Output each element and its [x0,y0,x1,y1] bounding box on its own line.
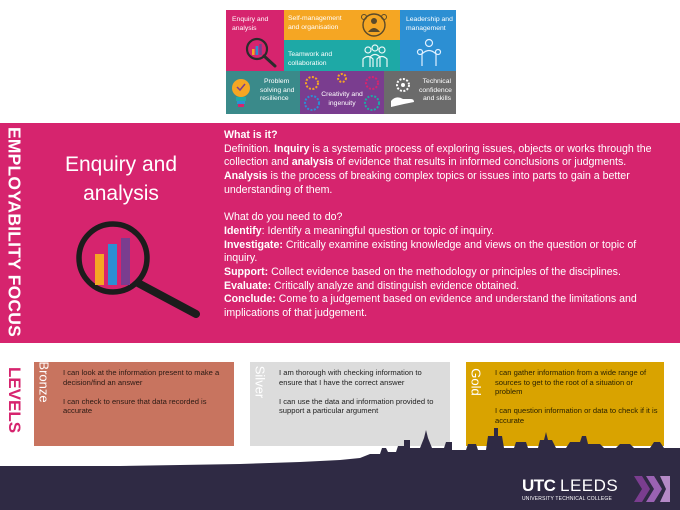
step-evaluate: Evaluate: Critically analyze and distinguish evidence obtained. [224,279,520,292]
magnifier-chart-icon [244,36,278,68]
logo-mark-icon [632,474,672,504]
employability-focus-label: EMPLOYABILITY FOCUS [4,127,25,337]
tile-teamwork-label: Teamwork and collaboration [288,51,333,67]
tile-leadership[interactable] [400,10,456,71]
team-icon [360,43,390,70]
level-bronze-name: Bronze [36,361,52,403]
page-title: Enquiry and analysis [64,153,178,205]
tile-leadership-label: Leadership and management [406,16,453,32]
tile-enquiry[interactable] [226,10,284,71]
step-conclude: Conclude: Come to a judgement based on evidence and understand the limitations and implications of that judgement. [224,293,637,320]
tile-problem-solving-label: Problem solving and resilience [260,78,295,103]
tile-creativity-label: Creativity and ingenuity [321,91,363,107]
leader-icon [416,38,442,68]
step-support: Support: Collect evidence based on the methodology or principles of the disciplines. [224,266,621,279]
tile-technical[interactable] [384,71,456,114]
lightbulb-icon [229,75,253,111]
todo-heading: What do you need to do? [224,211,343,224]
tile-enquiry-label: Enquiry and analysis [232,16,269,32]
skyline-icon [0,418,680,468]
skills-tiles [226,10,456,114]
what-heading: What is it? [224,129,278,141]
utc-leeds-logo[interactable]: UTC LEEDS UNIVERSITY TECHNICAL COLLEGE [518,474,674,504]
step-identify: Identify: Identify a meaningful question or topic of inquiry. [224,224,495,237]
magnifier-chart-icon [70,214,206,318]
level-gold-text: I can gather information from a wide range of sources to get to the root of a situation or problem I can question information or data to check if it is accurate [495,368,658,425]
level-silver-name: Silver [252,365,268,399]
hand-gear-icon [388,75,418,111]
tile-teamwork[interactable] [284,40,400,71]
tile-self-management-label: Self-management and organisation [288,15,342,31]
tile-creativity[interactable] [300,71,384,114]
description-panel [224,129,670,321]
tile-technical-label: Technical confidence and skills [419,78,452,103]
person-gears-icon [360,12,388,39]
level-silver-text: I am thorough with checking information to ensure that I have the correct answer I can use the data and information provided to support a particular argument [279,368,434,416]
step-investigate: Investigate: Critically examine existing knowledge and views on the question or topic of inquiry. [224,238,637,265]
tile-problem-solving[interactable] [226,71,300,114]
levels-label: LEVELS [5,366,24,434]
level-gold-name: Gold [468,368,484,396]
level-bronze-text: I can look at the information present to make a decision/find an answer I can check to ensure that data recorded is accurate [63,368,220,416]
tile-self-management[interactable] [284,10,400,40]
definition-text: Definition. Inquiry is a systematic process of exploring issues, objects or works through the collection and analysis of evidence that results in informed conclusions or judgments. Analysis is the process of breaking complex topics or issues into parts to gain a better understanding of them. [224,142,652,196]
